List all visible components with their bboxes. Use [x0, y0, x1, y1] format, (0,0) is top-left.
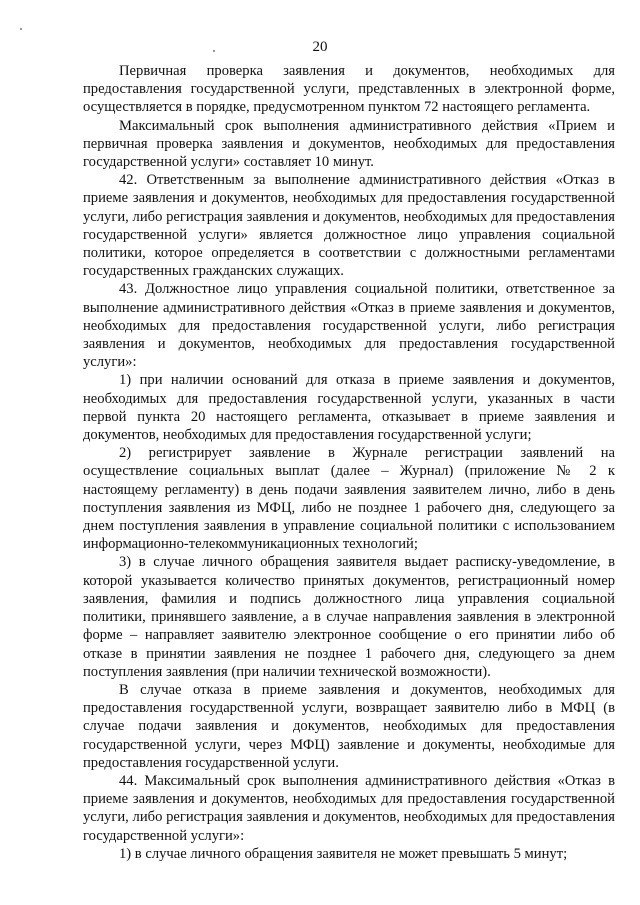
paragraph-item-42: 42. Ответственным за выполнение административного действия «Отказ в приеме заявления и документов, необходимых для предоставления государственной услуги, либо регистрация заявления и документов, необходимых для предоставления государственной услуги» является должностное лицо управления социальной политики, которое определяется в соответствии с должностными регламентами государственных гражданских служащих.	[83, 172, 615, 280]
document-body	[83, 62, 615, 863]
paragraph-item-43: 43. Должностное лицо управления социальной политики, ответственное за выполнение административного действия «Отказ в приеме заявления и документов, необходимых для предоставления государственной услуги, либо регистрация заявления и документов, необходимых для предоставления государственной услуги»:	[83, 281, 615, 371]
paragraph-item-44-sub-1: 1) в случае личного обращения заявителя не может превышать 5 минут;	[119, 845, 568, 862]
paragraph-initial-check: Первичная проверка заявления и документов, необходимых для предоставления государственной услуги, представленных в электронной форме, осуществляется в порядке, предусмотренном пунктом 72 настоящего регламента.	[83, 63, 615, 116]
paragraph-item-43-sub-1: 1) при наличии оснований для отказа в приеме заявления и документов, необходимых для предоставления государственной услуги, указанных в части первой пункта 20 настоящего регламента, отказывает в приеме заявления и документов, необходимых для предоставления государственной услуги;	[83, 372, 615, 444]
page-number: 20	[312, 39, 328, 55]
paragraph-max-duration-check: Максимальный срок выполнения административного действия «Прием и первичная проверка заявления и документов, необходимых для предоставления государственной услуги» составляет 10 минут.	[83, 117, 615, 171]
scan-speck	[20, 28, 22, 30]
scan-speck	[213, 50, 215, 52]
paragraph-refusal-return: В случае отказа в приеме заявления и документов, необходимых для предоставления государственной услуги, возвращает заявителю либо в МФЦ (в случае подачи заявления и документов, необходимых для предоставления государственной услуги, через МФЦ) заявление и документы, необходимые для предоставления государственной услуги.	[83, 681, 615, 771]
paragraph-item-43-sub-3: 3) в случае личного обращения заявителя выдает расписку-уведомление, в которой указывается количество принятых документов, регистрационный номер заявления, фамилия и подпись должностного лица управления социальной политики, принявшего заявление, а в случае направления заявления в электронной форме – направляет заявителю электронное сообщение о его принятии либо об отказе в принятии заявления не позднее 1 рабочего дня, следующего за днем поступления заявления (при наличии технической возможности).	[83, 554, 615, 680]
paragraph-item-44: 44. Максимальный срок выполнения административного действия «Отказ в приеме заявления и документов, необходимых для предоставления государственной услуги, либо регистрация заявления и документов, необходимых для предоставления государственной услуги»:	[83, 772, 615, 844]
paragraph-item-43-sub-2: 2) регистрирует заявление в Журнале регистрации заявлений на осуществление социальных выплат (далее – Журнал) (приложение № 2 к настоящему регламенту) в день подачи заявления заявителем лично, либо в день поступления заявления из МФЦ, либо не позднее 1 рабочего дня, следующего за днем поступления заявления в управление социальной политики с использованием информационно-телекоммуникационных технологий;	[83, 445, 615, 553]
